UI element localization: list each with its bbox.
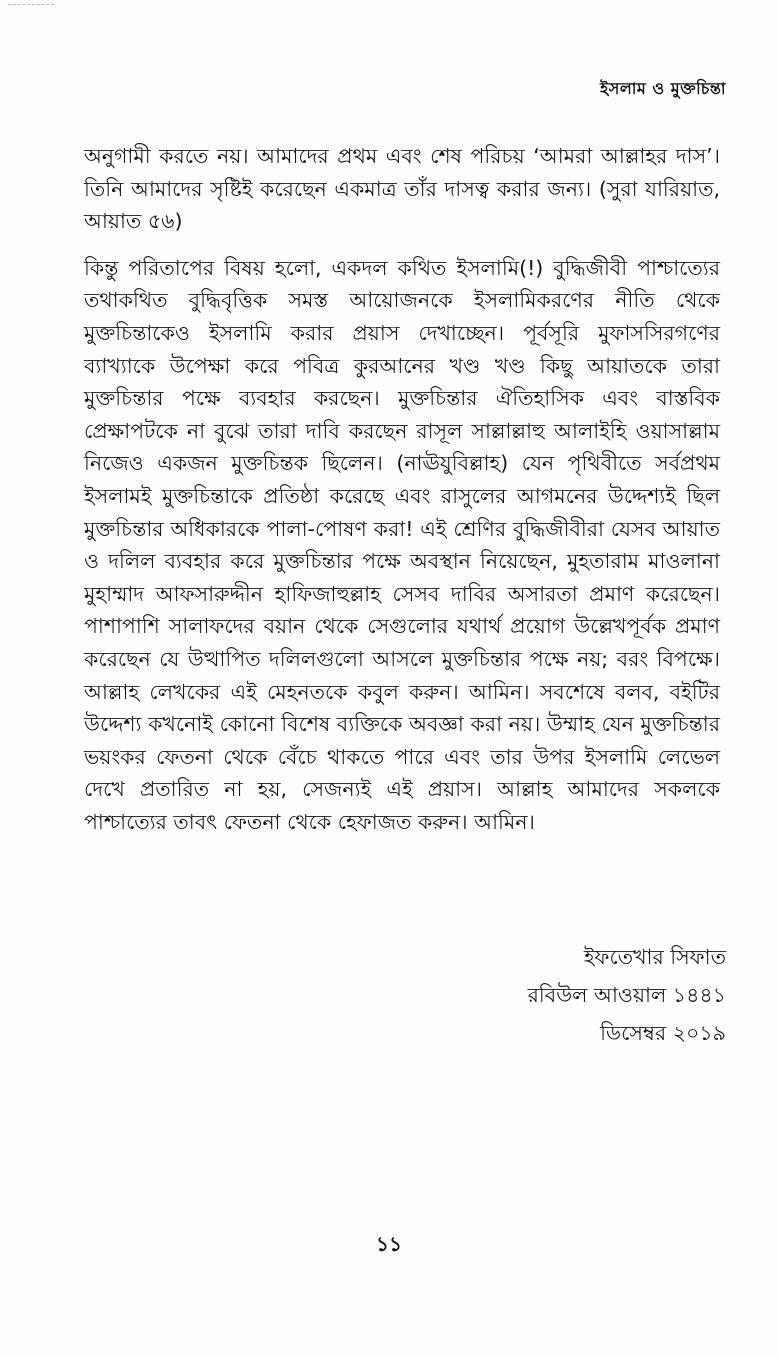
signature-block	[528, 938, 726, 1052]
body-text	[84, 140, 720, 838]
paragraph: কিন্তু পরিতাপের বিষয় হলো, একদল কথিত ইসলামি(!) বুদ্ধিজীবী পাশ্চাত্যের তথাকথিত বুদ্ধিবৃত্তিক সমস্ত আয়োজনকে ইসলামিকরণের নীতি থেকে মুক্তচিন্তাকেও ইসলামি করার প্রয়াস দেখাচ্ছেন। পূর্বসূরি মুফাসসিরগণের ব্যাখ্যাকে উপেক্ষা করে পবিত্র কুরআনের খণ্ড খণ্ড কিছু আয়াতকে তারা মুক্তচিন্তার পক্ষে ব্যবহার করছেন। মুক্তচিন্তার ঐতিহাসিক এবং বাস্তবিক প্রেক্ষাপটকে না বুঝে তারা দাবি করছেন রাসূল সাল্লাল্লাহু আলাইহি ওয়াসাল্লাম নিজেও একজন মুক্তচিন্তক ছিলেন। (নাঊযুবিল্লাহ) যেন পৃথিবীতে সর্বপ্রথম ইসলামই মুক্তচিন্তাকে প্রতিষ্ঠা করেছে এবং রাসুলের আগমনের উদ্দেশ্যই ছিল মুক্তচিন্তার অধিকারকে পালা-পোষণ করা! এই শ্রেণির বুদ্ধিজীবীরা যেসব আয়াত ও দলিল ব্যবহার করে মুক্তচিন্তার পক্ষে অবস্থান নিয়েছেন, মুহতারাম মাওলানা মুহাম্মাদ আফসারুদ্দীন হাফিজাহুল্লাহ সেসব দাবির অসারতা প্রমাণ করেছেন। পাশাপাশি সালাফদের বয়ান থেকে সেগুলোর যথার্থ প্রয়োগ উল্লেখপূর্বক প্রমাণ করেছেন যে উত্থাপিত দলিলগুলো আসলে মুক্তচিন্তার পক্ষে নয়; বরং বিপক্ষে। আল্লাহ লেখকের এই মেহনতকে কবুল করুন। আমিন। সবশেষে বলব, বইটির উদ্দেশ্য কখনোই কোনো বিশেষ ব্যক্তিকে অবজ্ঞা করা নয়। উম্মাহ যেন মুক্তচিন্তার ভয়ংকর ফেতনা থেকে বেঁচে থাকতে পারে এবং তার উপর ইসলামি লেভেল দেখে প্রতারিত না হয়, সেজন্যই এই প্রয়াস। আল্লাহ আমাদের সকলকে পাশ্চাত্যের তাবৎ ফেতনা থেকে হেফাজত করুন। আমিন।	[84, 255, 720, 834]
scan-edge-mark	[8, 4, 54, 11]
author-name: ইফতেখার সিফাত	[583, 945, 726, 969]
paragraph: অনুগামী করতে নয়। আমাদের প্রথম এবং শেষ পরিচয় ‘আমরা আল্লাহর দাস’। তিনি আমাদের সৃষ্টিই করেছেন একমাত্র তাঁর দাসত্ব করার জন্য। (সুরা যারিয়াত, আয়াত ৫৬)	[84, 144, 720, 234]
date-gregorian: ডিসেম্বর ২০১৯	[600, 1021, 726, 1045]
date-hijri: রবিউল আওয়াল ১৪৪১	[527, 983, 726, 1007]
running-header: ইসলাম ও মুক্তচিন্তা	[599, 79, 726, 98]
page-number: ১১	[376, 1232, 402, 1256]
